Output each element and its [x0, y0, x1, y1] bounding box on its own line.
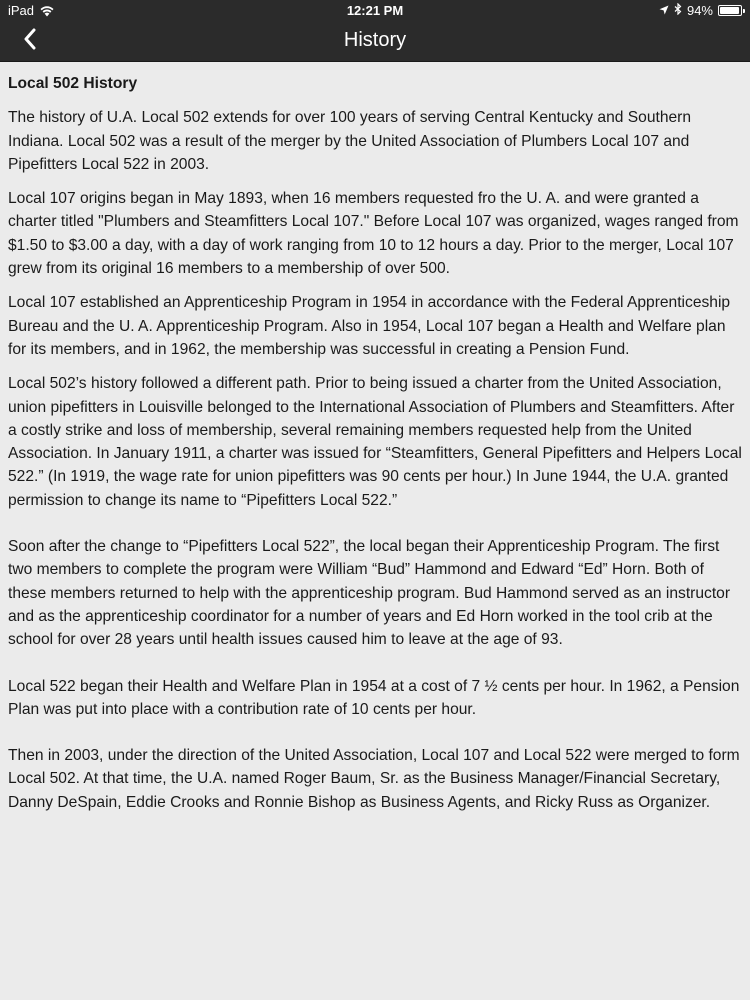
history-content[interactable]: [0, 62, 750, 1000]
location-icon: [659, 3, 669, 18]
paragraph: Local 502’s history followed a different path. Prior to being issued a charter from the United Association, union pipefitters in Louisville belonged to the International Association of Plumbers and Steamfitters. After a costly strike and loss of membership, several remaining members requested help from the United Association. In January 1911, a charter was issued for “Steamfitters, General Pipefitters and Helpers Local 522.” (In 1919, the wage rate for union pipefitters was 90 cents per hour.) In June 1944, the U.A. granted permission to change its name to “Pipefitters Local 522.”: [8, 375, 742, 509]
paragraph: Local 522 began their Health and Welfare Plan in 1954 at a cost of 7 ½ cents per hour. In 1962, a Pension Plan was put into place with a contribution rate of 10 cents per hour.: [8, 677, 740, 718]
paragraph: Soon after the change to “Pipefitters Local 522”, the local began their Apprenticeship Program. The first two members to complete the program were William “Bud” Hammond and Edward “Ed” Horn. Both of these members returned to help with the apprenticeship program. Bud Hammond served as an instructor and as the apprenticeship coordinator for a number of years and Ed Horn worked in the tool crib at the school for over 28 years until health issues caused him to leave at the age of 93.: [8, 538, 731, 649]
content-heading: Local 502 History: [8, 75, 138, 92]
device-label: iPad: [8, 3, 35, 18]
bluetooth-icon: [674, 3, 682, 18]
paragraph: Local 107 origins began in May 1893, when 16 members requested fro the U. A. and were granted a charter titled "Plumbers and Steamfitters Local 107." Before Local 107 was organized, wages ranged from $1.50 to $3.00 a day, with a day of work ranging from 10 to 12 hours a day. Prior to the merger, Local 107 grew from its original 16 members to a membership of over 500.: [8, 190, 739, 278]
status-bar: [0, 0, 750, 20]
paragraph: Then in 2003, under the direction of the United Association, Local 107 and Local 522 were merged to form Local 502. At that time, the U.A. named Roger Baum, Sr. as the Business Manager/Financial Secretary, Danny DeSpain, Eddie Crooks and Ronnie Bishop as Business Agents, and Ricky Russ as Organizer.: [8, 747, 740, 811]
status-right: [659, 3, 742, 18]
battery-fill: [720, 7, 739, 14]
paragraph: Local 107 established an Apprenticeship Program in 1954 in accordance with the Federal Apprenticeship Bureau and the U. A. Apprenticeship Program. Also in 1954, Local 107 began a Health and Welfare plan for its members, and in 1962, the membership was successful in creating a Pension Fund.: [8, 294, 731, 358]
nav-bar: [0, 20, 750, 62]
page-title: History: [343, 29, 407, 51]
battery-icon: [718, 5, 742, 16]
paragraph: The history of U.A. Local 502 extends for over 100 years of serving Central Kentucky and Southern Indiana. Local 502 was a result of the merger by the United Association of Plumbers Local 107 and Pipefitters Local 522 in 2003.: [8, 109, 692, 173]
battery-percent: 94%: [686, 3, 713, 18]
status-time: 12:21 PM: [346, 3, 404, 18]
